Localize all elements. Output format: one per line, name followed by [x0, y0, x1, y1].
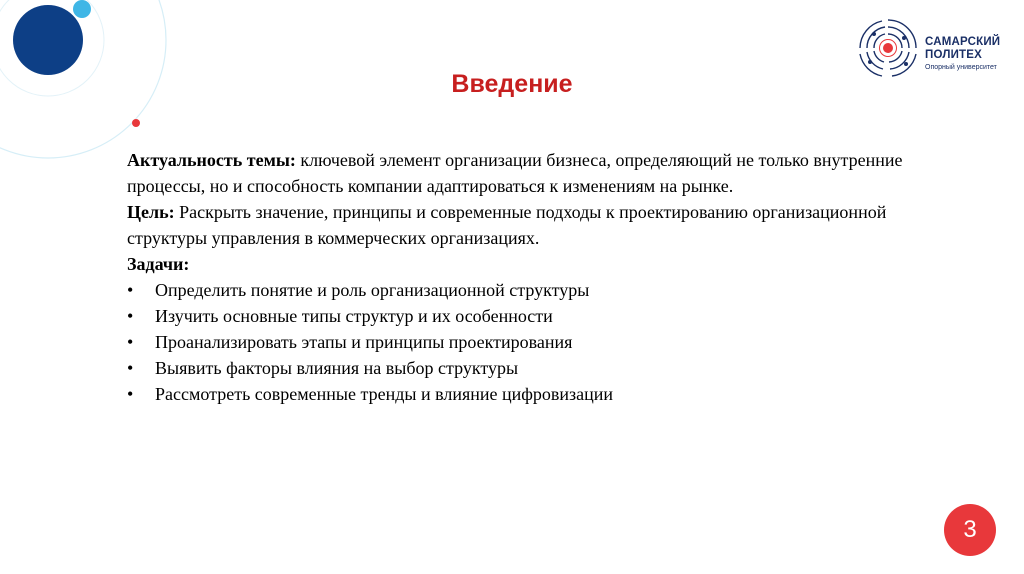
page-number-badge: 3 [944, 504, 996, 556]
task-text: Проанализировать этапы и принципы проектирования [155, 332, 573, 352]
relevance-paragraph [127, 147, 907, 199]
goal-paragraph [127, 199, 907, 251]
goal-label: Цель: [127, 202, 175, 222]
tasks-heading: Задачи: [127, 254, 190, 274]
slide-content [127, 147, 907, 407]
red-planet [132, 119, 140, 127]
task-list [127, 277, 907, 407]
bullet-icon: • [127, 306, 134, 326]
bullet-icon: • [127, 332, 134, 352]
logo-name-line1: САМАРСКИЙ [925, 36, 1001, 48]
bullet-icon: • [127, 280, 134, 300]
logo-tagline: Опорный университет [925, 64, 997, 71]
list-item [127, 355, 907, 381]
bullet-icon: • [127, 358, 134, 378]
logo-name-line2: ПОЛИТЕХ [925, 48, 983, 61]
task-text: Выявить факторы влияния на выбор структуры [155, 358, 519, 378]
list-item [127, 277, 907, 303]
relevance-label: Актуальность темы: [127, 150, 296, 170]
relevance-text: ключевой элемент организации бизнеса, определяющий не только внутренние процессы, но и способность компании адаптироваться к изменениям на рынке. [127, 150, 903, 196]
list-item [127, 303, 907, 329]
task-text: Рассмотреть современные тренды и влияние цифровизации [155, 384, 614, 404]
logo-text [925, 37, 1000, 71]
slide-title: Введение [451, 70, 573, 98]
bullet-icon: • [127, 384, 134, 404]
navy-planet [13, 5, 83, 75]
cyan-planet [73, 0, 91, 18]
task-text: Изучить основные типы структур и их особенности [155, 306, 553, 326]
list-item [127, 381, 907, 407]
task-text: Определить понятие и роль организационной структуры [155, 280, 590, 300]
list-item [127, 329, 907, 355]
goal-text: Раскрыть значение, принципы и современные подходы к проектированию организационной структуры управления в коммерческих организациях. [127, 202, 887, 248]
